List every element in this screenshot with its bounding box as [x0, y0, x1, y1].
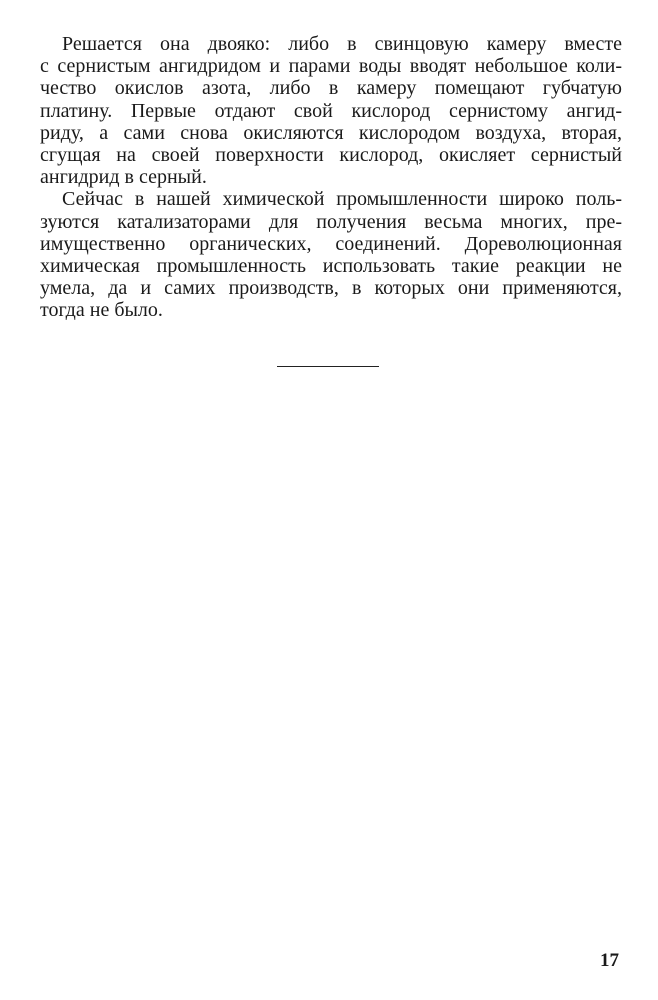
- body-text: [40, 33, 622, 321]
- text-line: тогда не было.: [40, 299, 163, 322]
- page-number: 17: [600, 950, 619, 971]
- paragraph: [40, 188, 622, 321]
- text-line: риду, а сами снова окисляются кислородом воздуха, вторая,: [40, 121, 622, 144]
- text-line: зуются катализаторами для получения весьма многих, пре-: [40, 210, 622, 233]
- text-line: химическая промышленность использовать такие реакции не: [40, 254, 622, 277]
- text-line: сгущая на своей поверхности кислород, окисляет сернистый: [40, 143, 622, 166]
- text-line: чество окислов азота, либо в камеру помещают губчатую: [40, 77, 622, 100]
- text-line: Решается она двояко: либо в свинцовую камеру вместе: [62, 33, 622, 55]
- text-line: с сернистым ангидридом и парами воды вводят небольшое коли-: [40, 55, 622, 78]
- text-line: ангидрид в серный.: [40, 166, 207, 189]
- text-line: имущественно органических, соединений. Дореволюционная: [40, 232, 622, 255]
- text-line: умела, да и самих производств, в которых они применяются,: [40, 277, 622, 300]
- paragraph: [40, 33, 622, 188]
- text-line: платину. Первые отдают свой кислород сернистому ангид-: [40, 99, 622, 122]
- text-line: Сейчас в нашей химической промышленности широко поль-: [62, 188, 622, 211]
- section-divider: [277, 366, 379, 367]
